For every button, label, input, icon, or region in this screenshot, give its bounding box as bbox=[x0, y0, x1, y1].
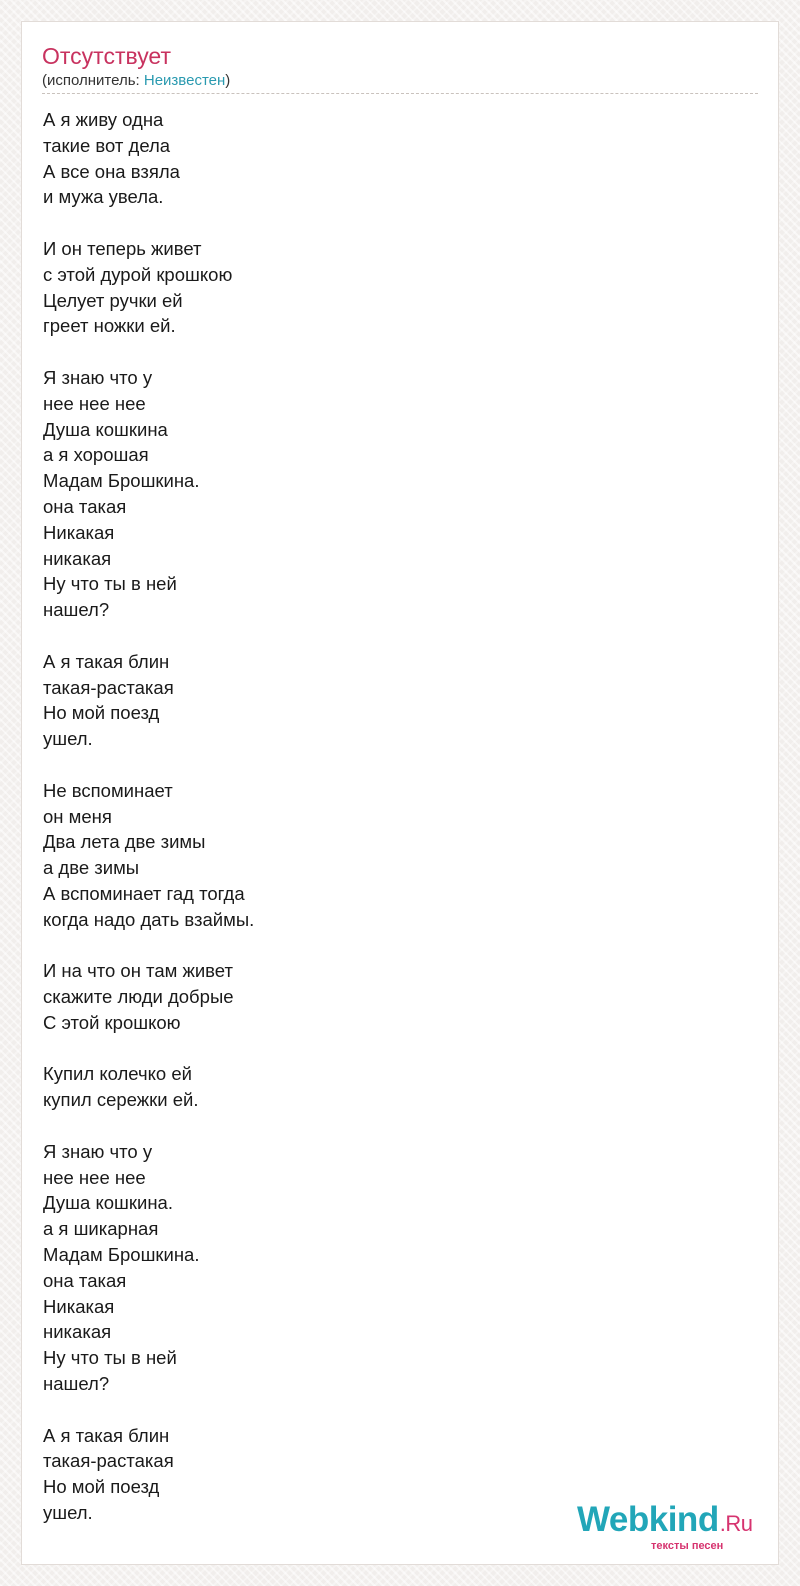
logo-wordmark bbox=[577, 1500, 752, 1544]
lyrics-card bbox=[21, 21, 779, 1565]
site-logo[interactable] bbox=[577, 1500, 777, 1554]
lyric-line: Ну что ты в ней bbox=[43, 573, 177, 595]
stanza-gap bbox=[43, 339, 723, 365]
lyric-line: А вспоминает гад тогда bbox=[43, 882, 245, 904]
lyric-line: Но мой поезд bbox=[43, 702, 160, 724]
stanza-gap bbox=[43, 1397, 723, 1423]
lyric-line: скажите люди добрые bbox=[43, 986, 234, 1008]
lyric-line: Но мой поезд bbox=[43, 1476, 160, 1498]
lyric-line: и мужа увела. bbox=[43, 186, 164, 208]
lyric-line: нее нее нее bbox=[43, 1166, 146, 1188]
stanza-gap bbox=[43, 1113, 723, 1139]
lyric-line: нее нее нее bbox=[43, 392, 146, 414]
lyric-line: А я живу одна bbox=[43, 109, 164, 130]
logo-word: Webkind bbox=[577, 1500, 719, 1539]
lyric-line: а я хорошая bbox=[43, 444, 149, 466]
title-divider bbox=[42, 93, 758, 94]
lyric-line: такая-растакая bbox=[43, 1450, 174, 1472]
lyric-line: Мадам Брошкина. bbox=[43, 470, 200, 492]
artist-line bbox=[42, 72, 230, 90]
lyric-line: И он теперь живет bbox=[43, 237, 202, 259]
lyric-line: Душа кошкина bbox=[43, 418, 168, 440]
lyric-line: а я шикарная bbox=[43, 1218, 159, 1240]
lyric-line: Купил колечко ей bbox=[43, 1063, 192, 1085]
lyric-line: никакая bbox=[43, 1321, 112, 1343]
lyric-line: нашел? bbox=[43, 1373, 110, 1395]
lyric-line: она такая bbox=[43, 1269, 127, 1291]
lyric-line: купил сережки ей. bbox=[43, 1089, 199, 1111]
lyric-line: а две зимы bbox=[43, 857, 140, 879]
song-title: Отсутствует bbox=[42, 43, 171, 69]
lyric-line: А все она взяла bbox=[43, 160, 180, 182]
lyric-line: ушел. bbox=[43, 1502, 93, 1524]
lyric-line: такие вот дела bbox=[43, 134, 171, 156]
lyric-line: никакая bbox=[43, 547, 112, 569]
lyric-line: ушел. bbox=[43, 728, 93, 750]
lyric-line: с этой дурой крошкою bbox=[43, 263, 233, 285]
lyric-line: она такая bbox=[43, 495, 127, 517]
lyrics-text bbox=[43, 107, 723, 1526]
lyric-line: А я такая блин bbox=[43, 1424, 170, 1446]
lyric-line: Ну что ты в ней bbox=[43, 1347, 177, 1369]
lyric-line: С этой крошкою bbox=[43, 1011, 181, 1033]
stanza-gap bbox=[43, 210, 723, 236]
artist-link[interactable]: Неизвестен bbox=[143, 72, 226, 89]
artist-prefix: (исполнитель: bbox=[42, 72, 144, 89]
logo-tld: .Ru bbox=[719, 1511, 753, 1536]
lyric-line: А я такая блин bbox=[43, 650, 170, 672]
lyric-line: Никакая bbox=[43, 1295, 115, 1317]
lyric-line: он меня bbox=[43, 805, 112, 827]
artist-suffix: ) bbox=[225, 72, 231, 89]
stanza-gap bbox=[43, 623, 723, 649]
lyric-line: Никакая bbox=[43, 521, 115, 543]
lyric-line: Два лета две зимы bbox=[43, 831, 206, 853]
lyric-line: такая-растакая bbox=[43, 676, 174, 698]
lyric-line: Душа кошкина. bbox=[43, 1192, 173, 1214]
lyric-line: И на что он там живет bbox=[43, 960, 233, 982]
stanza-gap bbox=[43, 933, 723, 959]
stanza-gap bbox=[43, 752, 723, 778]
lyric-line: Я знаю что у bbox=[43, 366, 153, 388]
stanza-gap bbox=[43, 1036, 723, 1062]
lyric-line: Я знаю что у bbox=[43, 1140, 153, 1162]
lyric-line: греет ножки ей. bbox=[43, 315, 176, 337]
lyric-line: Целует ручки ей bbox=[43, 289, 183, 311]
logo-tagline: тексты песен bbox=[651, 1540, 724, 1552]
lyric-line: нашел? bbox=[43, 599, 110, 621]
lyric-line: когда надо дать взаймы. bbox=[43, 908, 255, 930]
lyric-line: Не вспоминает bbox=[43, 779, 173, 801]
lyric-line: Мадам Брошкина. bbox=[43, 1244, 200, 1266]
